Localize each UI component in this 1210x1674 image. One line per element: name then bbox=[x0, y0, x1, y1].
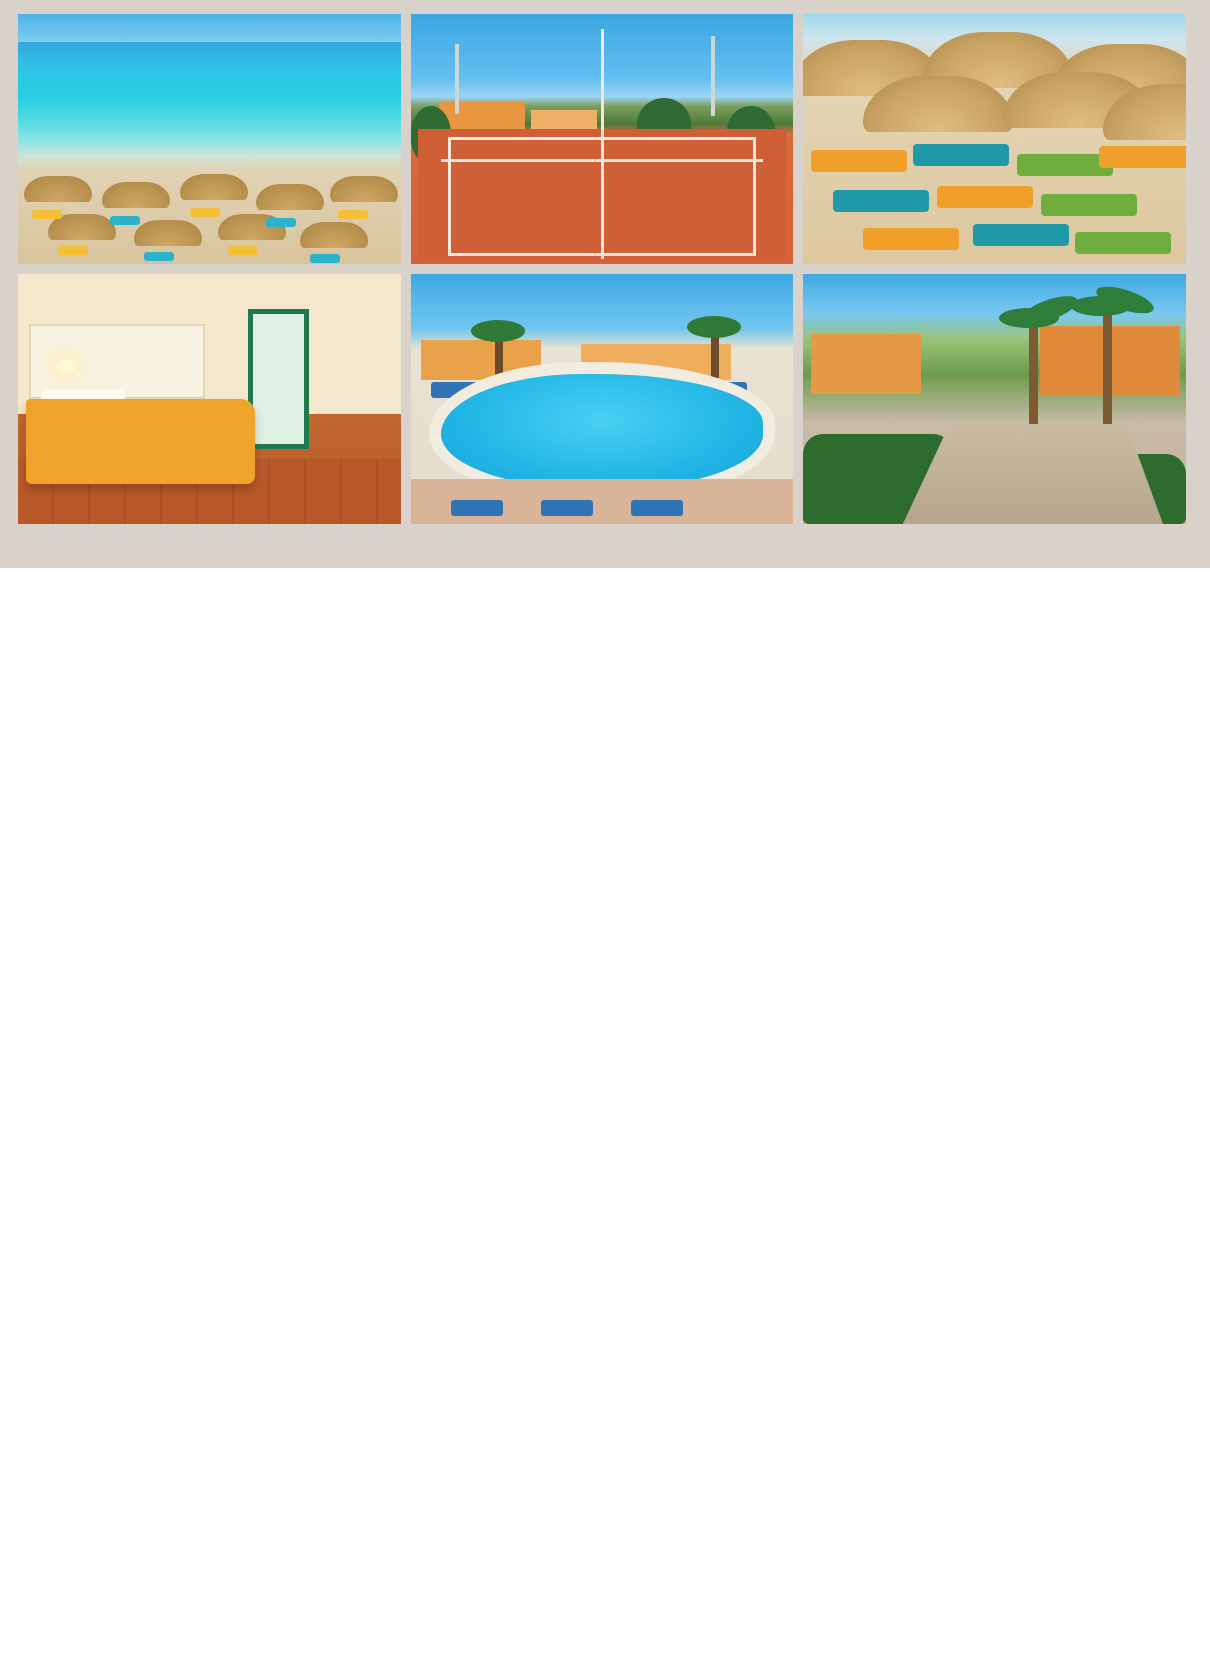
tennis-court-photo bbox=[411, 14, 794, 264]
photo-gallery-band bbox=[0, 0, 1210, 568]
beach-umbrellas-photo bbox=[18, 14, 401, 264]
swimming-pool-photo bbox=[411, 274, 794, 524]
photo-grid bbox=[18, 14, 1186, 524]
hotel-room-photo bbox=[18, 274, 401, 524]
garden-path-photo bbox=[803, 274, 1186, 524]
sunbeds-photo bbox=[803, 14, 1186, 264]
